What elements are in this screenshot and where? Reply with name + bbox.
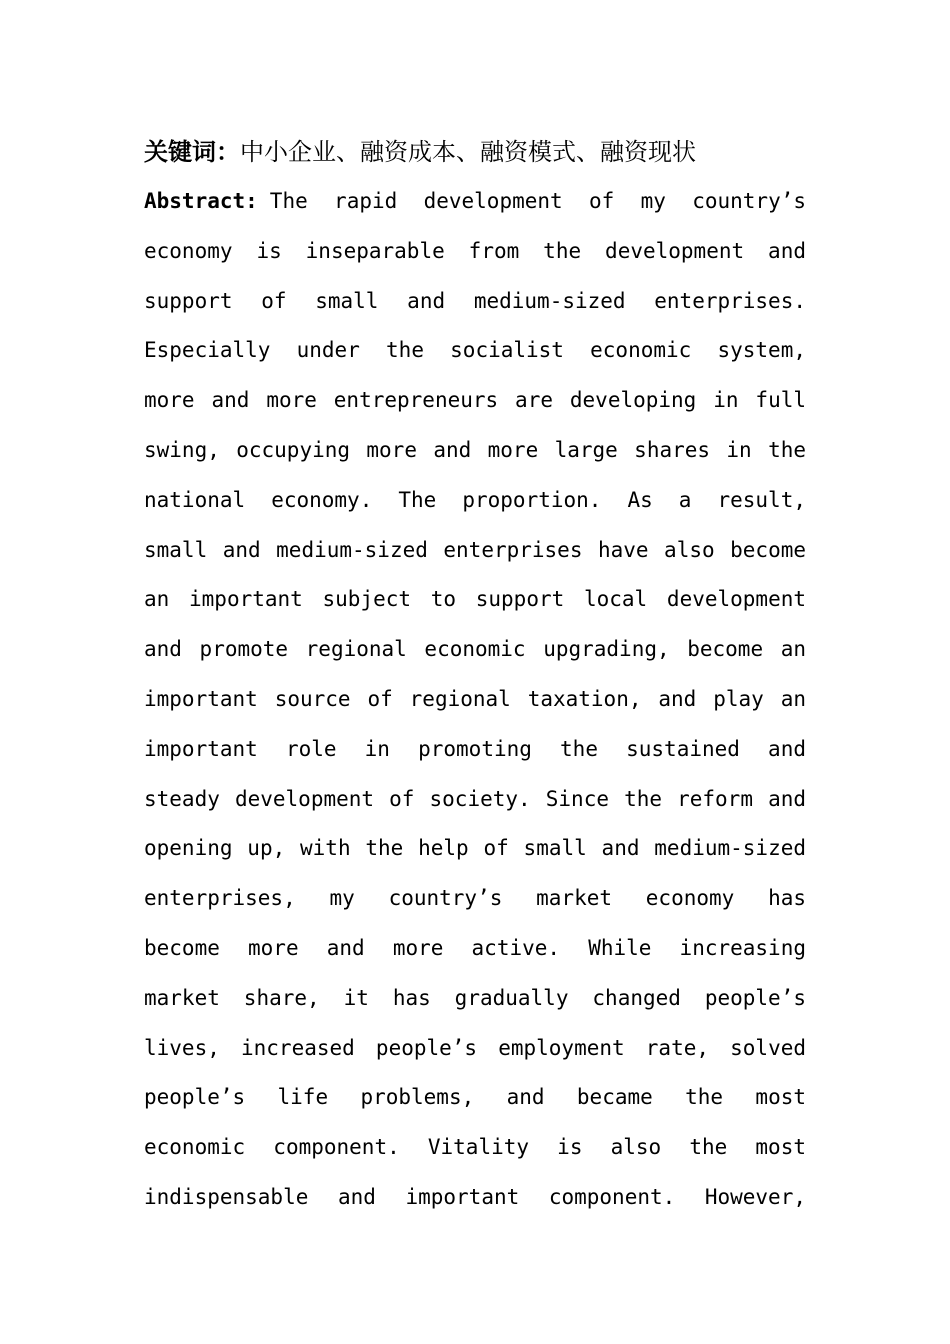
abstract-paragraph — [144, 177, 806, 1223]
keywords-line — [144, 130, 806, 174]
abstract-line: enterprises, my country’s market economy has — [144, 886, 806, 911]
abstract-line: people’s life problems, and became the most — [144, 1085, 806, 1110]
abstract-line: lives, increased people’s employment rate, solved — [144, 1035, 806, 1060]
keywords-label: 关键词： — [144, 138, 240, 166]
abstract-line: and promote regional economic upgrading, become an — [144, 637, 806, 662]
abstract-line: opening up, with the help of small and medium-sized — [144, 836, 806, 861]
abstract-line: steady development of society. Since the reform and — [144, 786, 806, 811]
abstract-line: economy is inseparable from the development and — [144, 238, 806, 263]
abstract-line — [144, 177, 806, 227]
abstract-line: market share, it has gradually changed people’s — [144, 985, 806, 1010]
abstract-label: Abstract: — [144, 189, 258, 213]
abstract-line: swing, occupying more and more large shares in the — [144, 437, 806, 462]
abstract-first-line-text: The rapid development of my country’s — [269, 189, 806, 213]
abstract-line: economic component. Vitality is also the most — [144, 1135, 806, 1160]
abstract-line: small and medium-sized enterprises have also become — [144, 537, 806, 562]
abstract-line: support of small and medium-sized enterprises. — [144, 288, 806, 313]
abstract-line: an important subject to support local development — [144, 587, 806, 612]
abstract-line: become more and more active. While increasing — [144, 935, 806, 960]
abstract-line: Especially under the socialist economic system, — [144, 338, 806, 363]
keywords-text: 中小企业、融资成本、融资模式、融资现状 — [240, 138, 696, 166]
abstract-line: national economy. The proportion. As a result, — [144, 487, 806, 512]
abstract-line: important source of regional taxation, and play an — [144, 686, 806, 711]
abstract-line: indispensable and important component. However, — [144, 1184, 806, 1209]
abstract-line: more and more entrepreneurs are developing in full — [144, 388, 806, 413]
abstract-line: important role in promoting the sustained and — [144, 736, 806, 761]
